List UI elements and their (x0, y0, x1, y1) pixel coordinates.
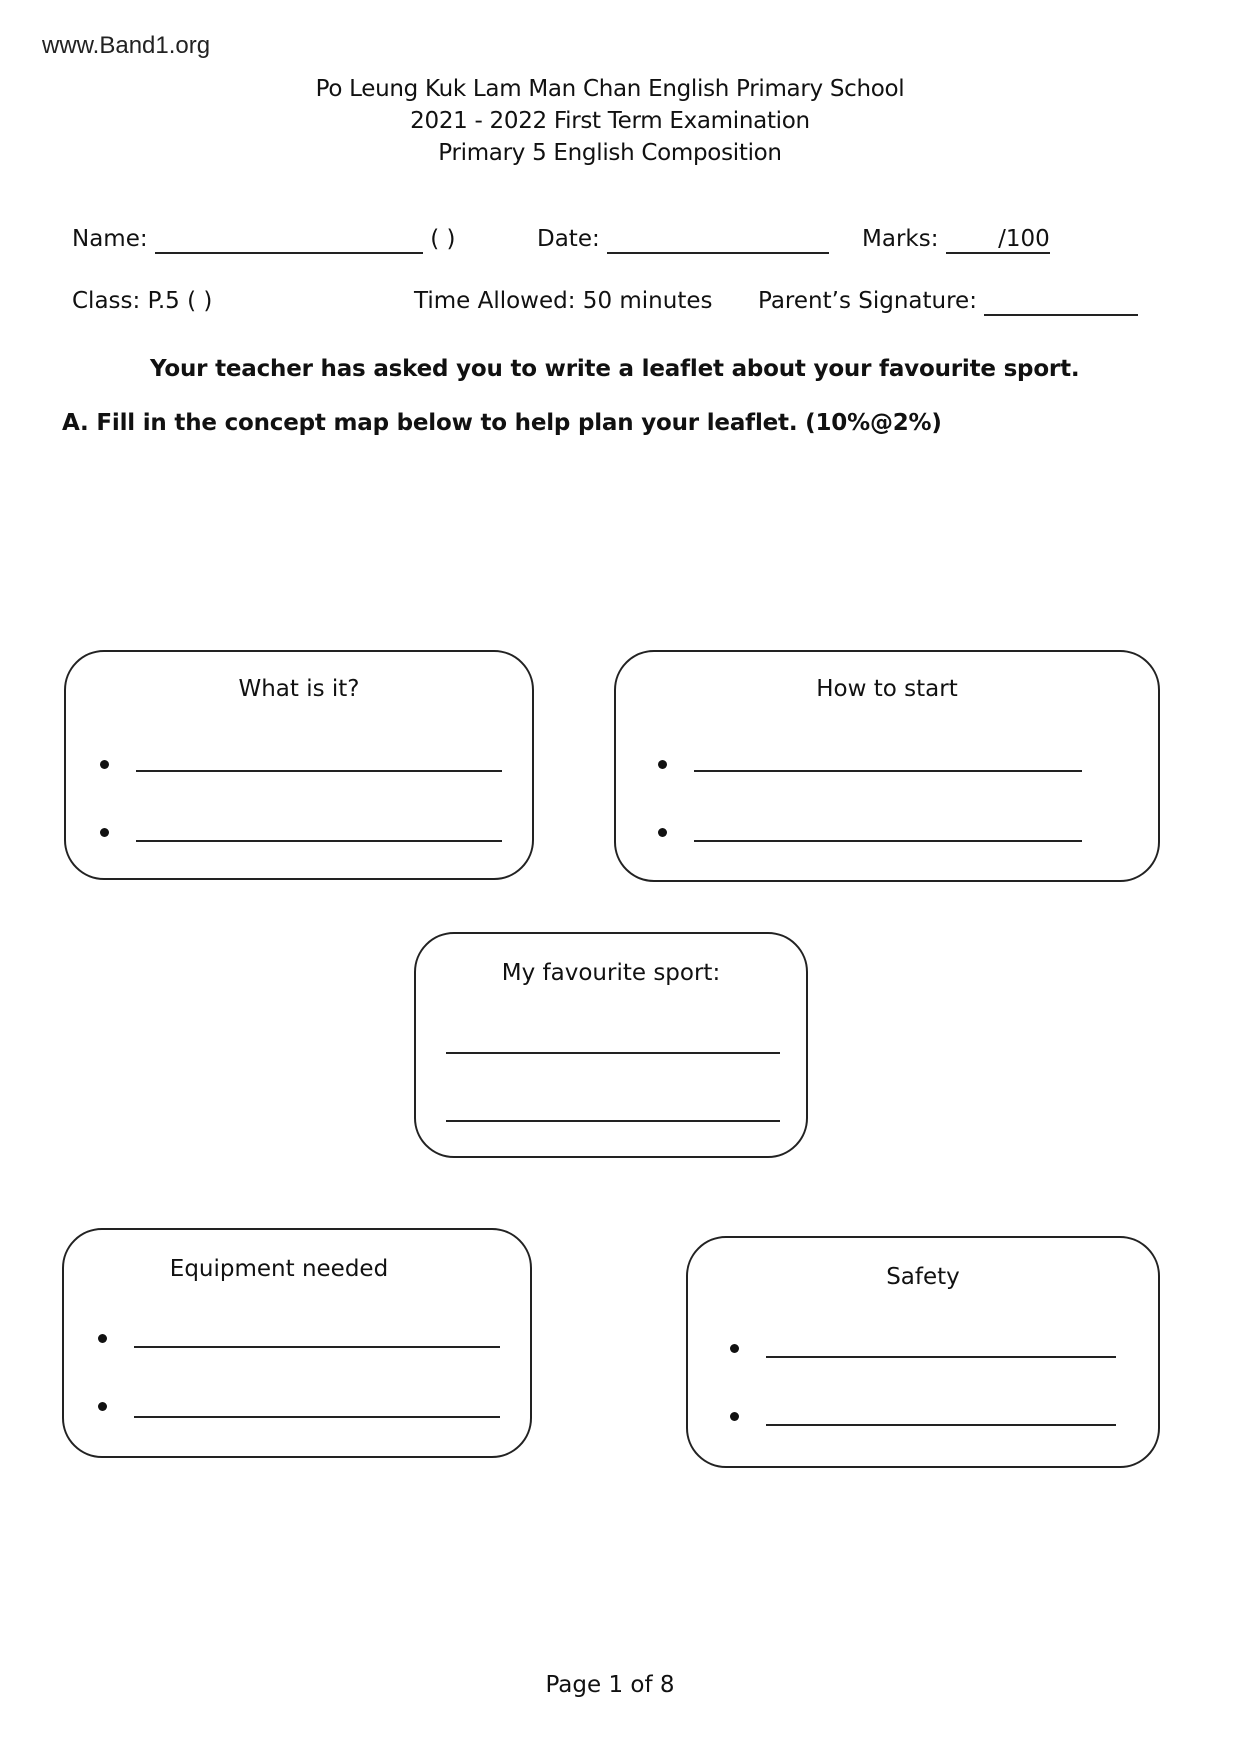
box-title-favourite-sport: My favourite sport: (501, 960, 721, 986)
bullet-icon (658, 760, 667, 769)
task-intro: Your teacher has asked you to write a leaflet about your favourite sport. (150, 356, 1080, 382)
answer-line-2[interactable] (136, 840, 502, 842)
page-number: Page 1 of 8 (545, 1672, 675, 1698)
school-name: Po Leung Kuk Lam Man Chan English Primary School (315, 76, 905, 102)
class-number-parens: ( ) (430, 226, 456, 252)
answer-line-2[interactable] (134, 1416, 500, 1418)
part-a-instruction: A. Fill in the concept map below to help plan your leaflet. (10%@2%) (62, 410, 942, 436)
answer-line-1[interactable] (694, 770, 1082, 772)
name-input-line[interactable] (155, 226, 423, 254)
exam-title: 2021 - 2022 First Term Examination (410, 108, 810, 134)
box-title-how-to-start: How to start (816, 676, 958, 702)
marks-input-line[interactable] (946, 226, 1050, 254)
marks-total: /100 (998, 226, 1050, 252)
answer-line-2[interactable] (694, 840, 1082, 842)
date-input-line[interactable] (607, 226, 829, 254)
time-allowed: Time Allowed: 50 minutes (414, 288, 713, 314)
box-title-safety: Safety (886, 1264, 960, 1290)
date-label: Date: (537, 226, 600, 252)
bullet-icon (98, 1334, 107, 1343)
marks-field (862, 226, 1050, 254)
answer-line-2[interactable] (766, 1424, 1116, 1426)
name-label: Name: (72, 226, 148, 252)
subject-title: Primary 5 English Composition (438, 140, 782, 166)
box-title-equipment-needed: Equipment needed (169, 1256, 389, 1282)
bullet-icon (730, 1344, 739, 1353)
signature-input-line[interactable] (984, 288, 1138, 316)
watermark-url: www.Band1.org (42, 32, 211, 59)
answer-line-1[interactable] (134, 1346, 500, 1348)
bullet-icon (658, 828, 667, 837)
marks-label: Marks: (862, 226, 939, 252)
signature-field (758, 288, 1138, 316)
concept-box-equipment-needed (62, 1228, 532, 1458)
answer-line-1[interactable] (766, 1356, 1116, 1358)
bullet-icon (100, 828, 109, 837)
answer-line-1[interactable] (446, 1052, 780, 1054)
class-label: Class: P.5 ( ) (72, 288, 213, 314)
bullet-icon (730, 1412, 739, 1421)
signature-label: Parent’s Signature: (758, 288, 977, 314)
bullet-icon (98, 1402, 107, 1411)
answer-line-1[interactable] (136, 770, 502, 772)
date-field (537, 226, 829, 254)
bullet-icon (100, 760, 109, 769)
box-title-what-is-it: What is it? (238, 676, 360, 702)
concept-box-how-to-start (614, 650, 1160, 882)
answer-line-2[interactable] (446, 1120, 780, 1122)
name-field (72, 226, 456, 254)
concept-box-favourite-sport (414, 932, 808, 1158)
concept-box-what-is-it (64, 650, 534, 880)
concept-box-safety (686, 1236, 1160, 1468)
